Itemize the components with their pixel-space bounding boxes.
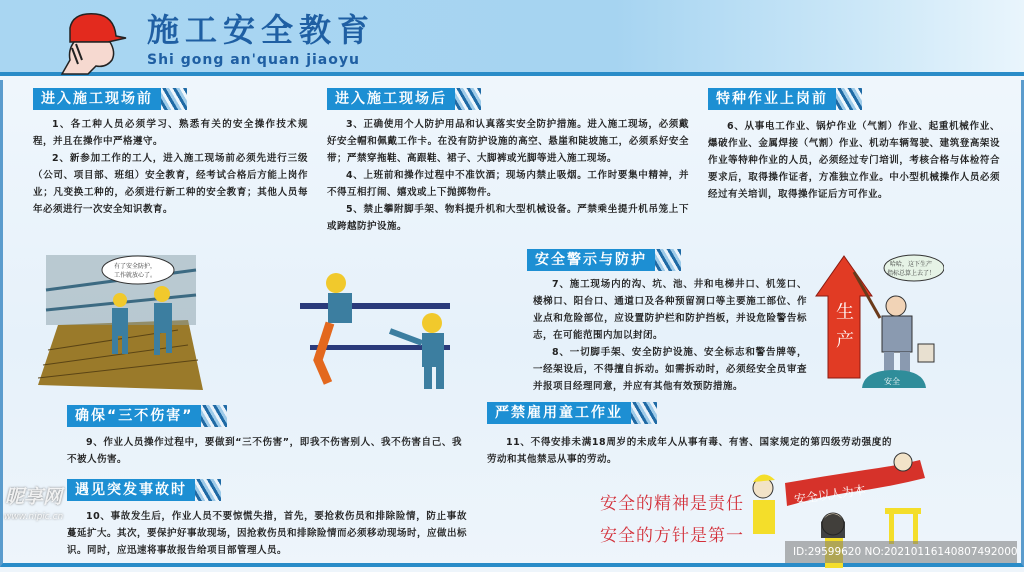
bubble-text: 有了安全防护， — [114, 263, 157, 270]
banner-text: 安全以人为本 — [793, 482, 867, 507]
section-heading-safety-warnings: 安全警示与防护 — [527, 249, 655, 271]
arrow-text: 生 — [836, 302, 854, 323]
section-body — [708, 118, 1000, 203]
bubble-text: 哈哈，这下生产 — [890, 261, 933, 268]
section-paragraph: 5、禁止攀附脚手架、物料提升机和大型机械设备。严禁乘坐提升机吊笼上下或跨越防护设施。 — [327, 204, 689, 232]
slogan-line: 安全的方针是第一 — [600, 526, 744, 546]
section-paragraph: 10、事故发生后，作业人员不要惊慌失措，首先，要抢救伤员和排除险情，防止事故蔓延扩大。其次，要保护好事故现场，因抢救伤员和排除险情而必须移动现场时，应做出标识。同时，应迅速将事故报告给项目部管理人员。 — [67, 511, 468, 556]
section-paragraph: 4、上班前和操作过程中不准饮酒；现场内禁止吸烟。工作时要集中精神，并不得互相打闹、嬉戏或上下抛掷物件。 — [327, 170, 689, 198]
section-heading-after-entering: 进入施工现场后 — [327, 88, 455, 110]
image-id-label: ID:29599620 NO:20210116140807492000 — [785, 541, 1017, 563]
watermark-logo: 昵享网 — [5, 486, 63, 508]
section-heading-special-operations: 特种作业上岗前 — [708, 88, 836, 110]
section-paragraph: 9、作业人员操作过程中，要做到“三不伤害”，即我不伤害别人、我不伤害自己、我不被人伤害。 — [67, 437, 462, 465]
bubble-text: 工作就放心了。 — [114, 272, 157, 279]
section-paragraph: 11、不得安排未满18周岁的未成年人从事有毒、有害、国家规定的第四级劳动强度的劳动和其他禁忌从事的劳动。 — [487, 437, 892, 465]
section-heading-before-entering: 进入施工现场前 — [33, 88, 161, 110]
section-body — [327, 116, 689, 235]
section-paragraph: 8、一切脚手架、安全防护设施、安全标志和警告牌等，一经架设后，不得擅自拆动。如需拆动时，必须经安全员审查并报项目经理同意，并应有其他有效预防措施。 — [533, 347, 807, 392]
section-body — [67, 508, 467, 559]
worker-helmet-logo-icon — [48, 8, 128, 76]
slogan-line: 安全的精神是责任 — [600, 494, 744, 514]
page-subtitle: Shi gong an'quan jiaoyu — [147, 52, 360, 68]
section-paragraph: 3、正确使用个人防护用品和认真落实安全防护措施。进入施工现场，必须戴好安全帽和佩戴工作卡。在没有防护设施的高空、悬崖和陡坡施工，必须系好安全带；严禁穿拖鞋、高跟鞋、裙子、大脚裤或光脚等进入施工现场。 — [327, 119, 689, 164]
page-title: 施工安全教育 — [147, 11, 376, 49]
section-body — [33, 116, 308, 218]
watermark-url: www.nipic.cn — [4, 512, 64, 522]
section-paragraph: 1、各工种人员必须学习、熟悉有关的安全操作技术规程，并且在操作中严格遵守。 — [33, 119, 308, 147]
workers-behind-fence-illustration — [38, 250, 203, 390]
section-body — [67, 434, 462, 468]
bubble-text: 指标总算上去了！ — [887, 270, 936, 277]
section-body — [533, 276, 807, 395]
worker-helping-climb-illustration — [300, 265, 460, 390]
section-heading-child-labor: 严禁雇用童工作业 — [487, 402, 631, 424]
production-arrow-illustration — [814, 248, 944, 393]
poster-header — [0, 0, 1024, 76]
base-text: 安全 — [884, 377, 900, 386]
section-paragraph: 6、从事电工作业、锅炉作业（气割）作业、起重机械作业、爆破作业、金属焊接（气割）作业、机动车辆驾驶、建筑登高架设作业等特种作业的人员，必须经过专门培训，考核合格与体检符合要求后，取得操作证者，方准独立作业。中小型机械操作人员必须经过有关培训，取得操作证后方可作业。 — [708, 121, 1000, 200]
section-paragraph: 7、施工现场内的沟、坑、池、井和电梯井口、机笼口、楼梯口、阳台口、通道口及各种预留洞口等主要施工部位、作业点和危险部位，应设置防护栏和防护挡板，并设危险警告标志，在可能范围内加以封闭。 — [533, 279, 807, 341]
section-paragraph: 2、新参加工作的工人，进入施工现场前必须先进行三级（公司、项目部、班组）安全教育，经考试合格后方能上岗作业；凡变换工种的，必须进行新工种的安全教育；其他人员每年必须进行一次安全知识教育。 — [33, 153, 308, 215]
section-heading-three-no-harm: 确保“三不伤害” — [67, 405, 201, 427]
section-heading-emergency: 遇见突发事故时 — [67, 479, 195, 501]
arrow-text: 产 — [836, 330, 854, 351]
